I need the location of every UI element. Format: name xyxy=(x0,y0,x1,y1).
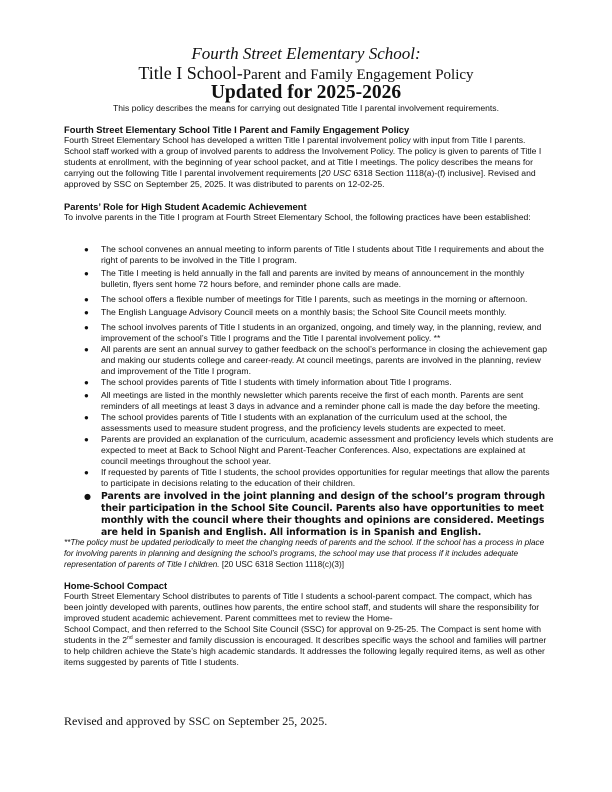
section-policy-heading: Fourth Street Elementary School Title I Parent and Family Engagement Policy xyxy=(64,124,410,135)
policy-title-rest: Parent and Family Engagement Policy xyxy=(242,67,474,83)
section-parents-role-intro: To involve parents in the Title I program at Fourth Street Elementary School, the following practices have been established: xyxy=(64,212,531,222)
updated-year-title: Updated for 2025-2026 xyxy=(210,82,402,103)
list-item-text: Parents are involved in the joint planning and design of the school’s program through their participation in the School Site Council. Parents also have opportunities to meet monthly with the council where their thoughts and opinions are considered. Meetings are held in Spanish and English. All information is in Spanish and English. xyxy=(101,491,546,538)
list-item xyxy=(84,344,554,377)
footnote-citation: [20 USC 6318 Section 1118(c)(3)] xyxy=(219,560,344,569)
ordinal-superscript: nd xyxy=(127,635,133,642)
bullet-icon: ● xyxy=(84,378,89,387)
bullet-icon: ● xyxy=(84,245,89,254)
bullet-icon: ● xyxy=(84,468,89,477)
bullet-icon: ● xyxy=(84,345,89,354)
list-item xyxy=(84,412,554,434)
list-item xyxy=(84,390,554,412)
list-item xyxy=(84,322,554,344)
bullet-icon: ● xyxy=(84,435,89,444)
list-item-text: The school provides parents of Title I students with an explanation of the curriculum used at the school, the assessments used to measure student progress, and the proficiency levels students are expected to meet. xyxy=(101,412,508,433)
bullet-icon: ● xyxy=(84,413,89,422)
section-policy-text-a: Fourth Street Elementary School has developed a written Title I parental involvement policy with input from Title I parents. School staff worked with a group of involved parents to address the Involvement Policy. The policy is given to parents of Title I students at enrollment, with the beginning of year school packet, and at Title I meetings. The policy describes the means for carrying out the following Title I parental involvement requirements [ xyxy=(64,135,542,178)
bullet-icon: ● xyxy=(84,269,89,278)
bullet-icon: ● xyxy=(84,323,89,332)
list-item xyxy=(84,377,554,388)
list-item xyxy=(84,294,554,305)
section-policy-cite: 20 USC xyxy=(321,168,352,178)
policy-title-lead: Title I School- xyxy=(138,63,243,83)
practices-list xyxy=(84,244,554,539)
list-item xyxy=(84,467,554,489)
compact-text-c: semester and family discussion is encouraged. It describes specific ways the school and families will partner to help children achieve the State’s high academic standards. It addresses the following legally required items, as well as other items suggested by parents of Title I students. xyxy=(64,635,547,667)
section-policy-text-b: 6318 Section 1118(a)-(f) inclusive]. Revised and approved by SSC on September 25, 2025. It was distributed to parents on 12-02-25. xyxy=(64,168,536,189)
section-compact xyxy=(64,580,552,668)
footnote-text: **The policy must be updated periodically to meet the changing needs of parents and the school. If the school has a process in place for involving parents in planning and designing the school’s programs, the school may use that process if it includes adequate representation of parents of Title I children. xyxy=(64,538,545,569)
bullet-icon: ● xyxy=(84,492,91,501)
list-item xyxy=(84,268,554,290)
list-item-text: The school involves parents of Title I students in an organized, ongoing, and timely way, in the planning, review, and improvement of the school’s Title I programs and the Title I parental involvement policy. ** xyxy=(101,322,542,343)
bullet-icon: ● xyxy=(84,295,89,304)
compact-text-b: School Compact, and then referred to the School Site Council (SSC) for approval on 9-25-25. The Compact is sent home with students in the 2 xyxy=(64,624,542,645)
bullet-icon: ● xyxy=(84,391,89,400)
list-item-text: The school provides parents of Title I students with timely information about Title I programs. xyxy=(101,377,452,387)
list-item xyxy=(84,244,554,266)
compact-text-a: Fourth Street Elementary School distributes to parents of Title I students a school-parent compact. The compact, which has been jointly developed with parents, outlines how parents, the entire school staff, and students will share the responsibility for improved student academic achievement. Parent committees met to review the Home- xyxy=(64,591,540,623)
list-item-text: Parents are provided an explanation of the curriculum, academic assessment and proficiency levels which students are expected to meet at Back to School Night and Parent-Teacher Conferences. Also, expectations are explained at council meetings throughout the school year. xyxy=(101,434,554,466)
list-item-text: The school convenes an annual meeting to inform parents of Title I students about Title I requirements and about the right of parents to be involved in the Title I program. xyxy=(101,244,544,265)
list-item-text: All parents are sent an annual survey to gather feedback on the school’s performance in closing the achievement gap and making our students college and career-ready. At council meetings, parents are involved in the planning, review and improvement of the Title I program. xyxy=(101,344,548,376)
section-compact-heading: Home-School Compact xyxy=(64,580,168,591)
list-item-text: If requested by parents of Title I students, the school provides opportunities for regular meetings that allow the parents to participate in decisions relating to the education of their children. xyxy=(101,467,550,488)
list-item xyxy=(84,434,554,467)
policy-footnote xyxy=(64,537,554,570)
section-compact-body xyxy=(64,591,552,668)
bullet-icon: ● xyxy=(84,308,89,317)
section-parents-role xyxy=(64,201,552,223)
list-item-text: The English Language Advisory Council meets on a monthly basis; the School Site Council meets monthly. xyxy=(101,307,507,317)
list-item-text: The school offers a flexible number of meetings for Title I parents, such as meetings in the morning or afternoon. xyxy=(101,294,528,304)
list-item-emphasized xyxy=(84,491,554,539)
section-parents-role-heading: Parents’ Role for High Student Academic Achievement xyxy=(64,201,307,212)
policy-intro: This policy describes the means for carrying out designated Title I parental involvement requirements. xyxy=(113,103,499,113)
school-name-title: Fourth Street Elementary School: xyxy=(191,44,421,63)
section-policy xyxy=(64,124,552,190)
list-item-text: The Title I meeting is held annually in the fall and parents are invited by means of announcement in the monthly bulletin, flyers sent home 72 hours before, and reminder phone calls are made. xyxy=(101,268,525,289)
revision-footer: Revised and approved by SSC on September 25, 2025. xyxy=(64,714,328,728)
list-item-text: All meetings are listed in the monthly newsletter which parents receive the first of each month. Parents are sent reminders of all meetings at least 3 days in advance and a reminder phone call is made the day before the meeting. xyxy=(101,390,541,411)
section-policy-body xyxy=(64,135,552,190)
list-item xyxy=(84,307,554,318)
